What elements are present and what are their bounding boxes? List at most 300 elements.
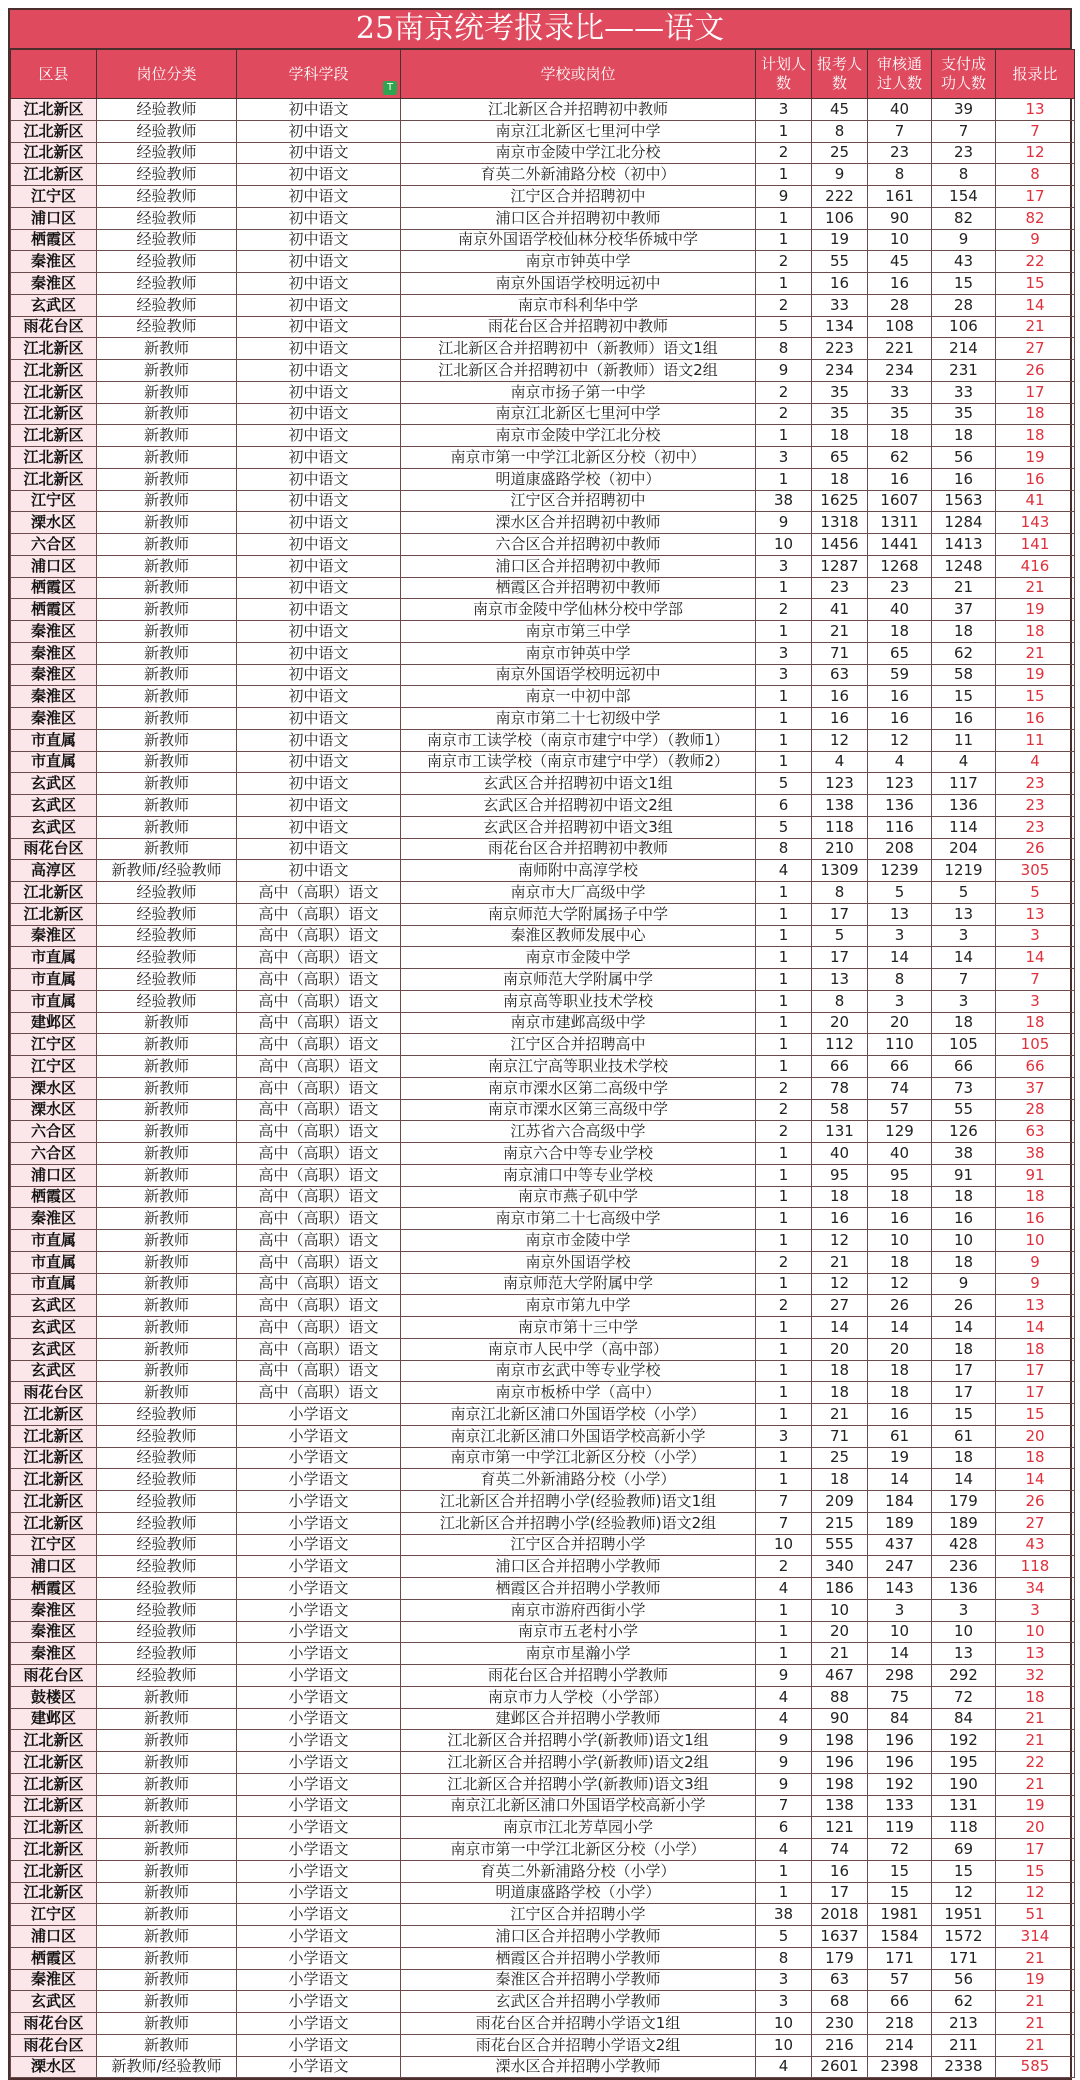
applicants-cell: 18: [812, 1186, 868, 1208]
applicants-cell: 35: [812, 381, 868, 403]
header-district: 区县: [11, 50, 97, 99]
approved-cell: 23: [868, 577, 932, 599]
approved-cell: 1607: [868, 490, 932, 512]
plan-cell: 9: [756, 1773, 812, 1795]
approved-cell: 1584: [868, 1926, 932, 1948]
district-cell: 秦淮区: [11, 1621, 97, 1643]
plan-cell: 5: [756, 773, 812, 795]
subject-cell: 高中（高职）语文: [237, 1099, 401, 1121]
ratio-cell: 27: [996, 338, 1075, 360]
table-row: [11, 164, 1075, 186]
plan-cell: 8: [756, 1947, 812, 1969]
paid-cell: 190: [932, 1773, 996, 1795]
ratio-cell: 105: [996, 1034, 1075, 1056]
category-cell: 新教师: [97, 425, 237, 447]
table-row: [11, 1404, 1075, 1426]
district-cell: 江北新区: [11, 1795, 97, 1817]
paid-cell: 189: [932, 1512, 996, 1534]
school-cell: 南京市第一中学江北新区分校（小学）: [401, 1447, 756, 1469]
applicants-cell: 4: [812, 751, 868, 773]
plan-cell: 2: [756, 1556, 812, 1578]
table-row: [11, 447, 1075, 469]
school-cell: 南京江北新区浦口外国语学校高新小学: [401, 1425, 756, 1447]
school-cell: 南京外国语学校明远初中: [401, 664, 756, 686]
school-cell: 南京市金陵中学仙林分校中学部: [401, 599, 756, 621]
plan-cell: 2: [756, 1077, 812, 1099]
paid-cell: 62: [932, 642, 996, 664]
plan-cell: 1: [756, 1273, 812, 1295]
ratio-cell: 15: [996, 1404, 1075, 1426]
header-approved: 审核通过人数: [868, 50, 932, 99]
subject-cell: 初中语文: [237, 447, 401, 469]
approved-cell: 62: [868, 447, 932, 469]
applicants-cell: 68: [812, 1991, 868, 2013]
paid-cell: 10: [932, 1621, 996, 1643]
paid-cell: 58: [932, 664, 996, 686]
table-row: [11, 1317, 1075, 1339]
subject-cell: 高中（高职）语文: [237, 1317, 401, 1339]
table-row: [11, 1599, 1075, 1621]
paid-cell: 1572: [932, 1926, 996, 1948]
paid-cell: 56: [932, 447, 996, 469]
school-cell: 栖霞区合并招聘初中教师: [401, 577, 756, 599]
table-row: [11, 316, 1075, 338]
district-cell: 建邺区: [11, 1012, 97, 1034]
ratio-cell: 3: [996, 1599, 1075, 1621]
table-row: [11, 1643, 1075, 1665]
subject-cell: 高中（高职）语文: [237, 1143, 401, 1165]
ratio-cell: 314: [996, 1926, 1075, 1948]
school-cell: 明道康盛路学校（初中）: [401, 468, 756, 490]
school-cell: 南京市燕子矶中学: [401, 1186, 756, 1208]
header-applicants: 报考人数: [812, 50, 868, 99]
paid-cell: 204: [932, 838, 996, 860]
ratio-cell: 18: [996, 425, 1075, 447]
applicants-cell: 16: [812, 708, 868, 730]
school-cell: 南京市玄武中等专业学校: [401, 1360, 756, 1382]
plan-cell: 1: [756, 425, 812, 447]
approved-cell: 123: [868, 773, 932, 795]
school-cell: 六合区合并招聘初中教师: [401, 534, 756, 556]
applicants-cell: 198: [812, 1773, 868, 1795]
paid-cell: 231: [932, 360, 996, 382]
school-cell: 南京市人民中学（高中部）: [401, 1338, 756, 1360]
ratio-cell: 9: [996, 229, 1075, 251]
school-cell: 南京市钟英中学: [401, 251, 756, 273]
school-cell: 南京市工读学校（南京市建宁中学）（教师1）: [401, 729, 756, 751]
district-cell: 浦口区: [11, 555, 97, 577]
paid-cell: 292: [932, 1665, 996, 1687]
filter-icon[interactable]: T: [383, 81, 397, 95]
category-cell: 新教师: [97, 1904, 237, 1926]
applicants-cell: 2018: [812, 1904, 868, 1926]
subject-cell: 小学语文: [237, 1425, 401, 1447]
subject-cell: 小学语文: [237, 1469, 401, 1491]
subject-cell: 初中语文: [237, 229, 401, 251]
district-cell: 浦口区: [11, 207, 97, 229]
paid-cell: 26: [932, 1295, 996, 1317]
plan-cell: 2: [756, 142, 812, 164]
school-cell: 南京市江北芳草园小学: [401, 1817, 756, 1839]
subject-cell: 初中语文: [237, 751, 401, 773]
category-cell: 新教师: [97, 751, 237, 773]
paid-cell: 195: [932, 1752, 996, 1774]
paid-cell: 9: [932, 1273, 996, 1295]
paid-cell: 69: [932, 1839, 996, 1861]
table-row: [11, 795, 1075, 817]
school-cell: 南京市第九中学: [401, 1295, 756, 1317]
table-row: [11, 1534, 1075, 1556]
paid-cell: 18: [932, 1338, 996, 1360]
plan-cell: 3: [756, 1991, 812, 2013]
ratio-cell: 23: [996, 816, 1075, 838]
district-cell: 秦淮区: [11, 1208, 97, 1230]
ratio-cell: 17: [996, 1360, 1075, 1382]
school-cell: 江北新区合并招聘初中（新教师）语文2组: [401, 360, 756, 382]
district-cell: 溧水区: [11, 1077, 97, 1099]
subject-cell: 小学语文: [237, 1773, 401, 1795]
school-cell: 秦淮区教师发展中心: [401, 925, 756, 947]
table-row: [11, 381, 1075, 403]
applicants-cell: 17: [812, 903, 868, 925]
ratio-cell: 7: [996, 969, 1075, 991]
paid-cell: 39: [932, 99, 996, 121]
category-cell: 经验教师: [97, 207, 237, 229]
applicants-cell: 131: [812, 1121, 868, 1143]
table-row: [11, 120, 1075, 142]
school-cell: 南京市大厂高级中学: [401, 882, 756, 904]
school-cell: 南京师范大学附属中学: [401, 969, 756, 991]
category-cell: 经验教师: [97, 164, 237, 186]
paid-cell: 1248: [932, 555, 996, 577]
school-cell: 南京市扬子第一中学: [401, 381, 756, 403]
district-cell: 秦淮区: [11, 642, 97, 664]
applicants-cell: 134: [812, 316, 868, 338]
district-cell: 栖霞区: [11, 1578, 97, 1600]
district-cell: 江北新区: [11, 447, 97, 469]
applicants-cell: 18: [812, 1382, 868, 1404]
applicants-cell: 8: [812, 990, 868, 1012]
district-cell: 秦淮区: [11, 621, 97, 643]
approved-cell: 84: [868, 1708, 932, 1730]
district-cell: 高淳区: [11, 860, 97, 882]
table-row: [11, 1099, 1075, 1121]
ratio-cell: 9: [996, 1273, 1075, 1295]
applicants-cell: 215: [812, 1512, 868, 1534]
approved-cell: 14: [868, 1317, 932, 1339]
applicants-cell: 35: [812, 403, 868, 425]
applicants-cell: 45: [812, 99, 868, 121]
applicants-cell: 123: [812, 773, 868, 795]
category-cell: 新教师: [97, 1708, 237, 1730]
applicants-cell: 223: [812, 338, 868, 360]
applicants-cell: 1637: [812, 1926, 868, 1948]
subject-cell: 小学语文: [237, 1991, 401, 2013]
plan-cell: 10: [756, 2013, 812, 2035]
district-cell: 雨花台区: [11, 2013, 97, 2035]
approved-cell: 1311: [868, 512, 932, 534]
table-row: [11, 273, 1075, 295]
approved-cell: 184: [868, 1491, 932, 1513]
district-cell: 鼓楼区: [11, 1686, 97, 1708]
district-cell: 江宁区: [11, 186, 97, 208]
ratio-cell: 13: [996, 903, 1075, 925]
category-cell: 新教师: [97, 1686, 237, 1708]
applicants-cell: 16: [812, 1860, 868, 1882]
plan-cell: 2: [756, 294, 812, 316]
paid-cell: 114: [932, 816, 996, 838]
district-cell: 秦淮区: [11, 1643, 97, 1665]
ratio-cell: 17: [996, 1382, 1075, 1404]
plan-cell: 1: [756, 1643, 812, 1665]
plan-cell: 5: [756, 1926, 812, 1948]
district-cell: 江北新区: [11, 882, 97, 904]
approved-cell: 14: [868, 1469, 932, 1491]
plan-cell: 2: [756, 599, 812, 621]
table-row: [11, 1382, 1075, 1404]
ratio-cell: 15: [996, 686, 1075, 708]
approved-cell: 108: [868, 316, 932, 338]
approved-cell: 7: [868, 120, 932, 142]
ratio-cell: 3: [996, 925, 1075, 947]
ratio-cell: 66: [996, 1056, 1075, 1078]
approved-cell: 19: [868, 1447, 932, 1469]
subject-cell: 高中（高职）语文: [237, 1034, 401, 1056]
subject-cell: 小学语文: [237, 2056, 401, 2078]
applicants-cell: 8: [812, 882, 868, 904]
district-cell: 雨花台区: [11, 2034, 97, 2056]
ratio-cell: 16: [996, 708, 1075, 730]
table-row: [11, 1839, 1075, 1861]
district-cell: 秦淮区: [11, 1969, 97, 1991]
applicants-cell: 467: [812, 1665, 868, 1687]
subject-cell: 初中语文: [237, 729, 401, 751]
applicants-cell: 88: [812, 1686, 868, 1708]
subject-cell: 小学语文: [237, 1904, 401, 1926]
paid-cell: 12: [932, 1882, 996, 1904]
school-cell: 雨花台区合并招聘小学语文1组: [401, 2013, 756, 2035]
ratio-cell: 18: [996, 1338, 1075, 1360]
school-cell: 浦口区合并招聘小学教师: [401, 1556, 756, 1578]
approved-cell: 5: [868, 882, 932, 904]
school-cell: 南京市第二十七初级中学: [401, 708, 756, 730]
applicants-cell: 112: [812, 1034, 868, 1056]
district-cell: 江北新区: [11, 1425, 97, 1447]
paid-cell: 154: [932, 186, 996, 208]
applicants-cell: 71: [812, 642, 868, 664]
category-cell: 新教师: [97, 1012, 237, 1034]
category-cell: 经验教师: [97, 1491, 237, 1513]
ratio-cell: 118: [996, 1556, 1075, 1578]
ratio-cell: 21: [996, 2034, 1075, 2056]
plan-cell: 9: [756, 186, 812, 208]
paid-cell: 91: [932, 1164, 996, 1186]
plan-cell: 38: [756, 1904, 812, 1926]
school-cell: 江北新区合并招聘小学(经验教师)语文2组: [401, 1512, 756, 1534]
paid-cell: 1284: [932, 512, 996, 534]
table-row: [11, 577, 1075, 599]
school-cell: 南京市第三中学: [401, 621, 756, 643]
table-row: [11, 642, 1075, 664]
district-cell: 玄武区: [11, 773, 97, 795]
plan-cell: 3: [756, 1969, 812, 1991]
approved-cell: 2398: [868, 2056, 932, 2078]
table-row: [11, 99, 1075, 121]
district-cell: 江北新区: [11, 468, 97, 490]
paid-cell: 214: [932, 338, 996, 360]
school-cell: 雨花台区合并招聘小学教师: [401, 1665, 756, 1687]
plan-cell: 1: [756, 1382, 812, 1404]
school-cell: 南京师范大学附属扬子中学: [401, 903, 756, 925]
ratio-cell: 17: [996, 186, 1075, 208]
plan-cell: 1: [756, 1208, 812, 1230]
subject-cell: 小学语文: [237, 1621, 401, 1643]
table-row: [11, 1991, 1075, 2013]
ratio-cell: 10: [996, 1621, 1075, 1643]
applicants-cell: 16: [812, 273, 868, 295]
applicants-cell: 78: [812, 1077, 868, 1099]
paid-cell: 117: [932, 773, 996, 795]
ratio-cell: 23: [996, 795, 1075, 817]
school-cell: 江北新区合并招聘小学(经验教师)语文1组: [401, 1491, 756, 1513]
paid-cell: 33: [932, 381, 996, 403]
applicants-cell: 12: [812, 1230, 868, 1252]
table-row: [11, 816, 1075, 838]
category-cell: 新教师: [97, 1991, 237, 2013]
school-cell: 南京一中初中部: [401, 686, 756, 708]
paid-cell: 106: [932, 316, 996, 338]
approved-cell: 110: [868, 1034, 932, 1056]
category-cell: 新教师: [97, 1273, 237, 1295]
subject-cell: 小学语文: [237, 2013, 401, 2035]
school-cell: 南京江北新区浦口外国语学校（小学）: [401, 1404, 756, 1426]
ratio-cell: 21: [996, 1730, 1075, 1752]
paid-cell: 16: [932, 1208, 996, 1230]
subject-cell: 初中语文: [237, 186, 401, 208]
approved-cell: 1981: [868, 1904, 932, 1926]
subject-cell: 高中（高职）语文: [237, 1208, 401, 1230]
paid-cell: 73: [932, 1077, 996, 1099]
school-cell: 南京浦口中等专业学校: [401, 1164, 756, 1186]
paid-cell: 7: [932, 969, 996, 991]
subject-cell: 高中（高职）语文: [237, 1251, 401, 1273]
plan-cell: 1: [756, 468, 812, 490]
subject-cell: 小学语文: [237, 1795, 401, 1817]
subject-cell: 初中语文: [237, 686, 401, 708]
paid-cell: 18: [932, 621, 996, 643]
applicants-cell: 12: [812, 729, 868, 751]
district-cell: 江北新区: [11, 164, 97, 186]
table-row: [11, 1056, 1075, 1078]
header-subject-level-label: 学科学段: [288, 64, 349, 83]
district-cell: 江北新区: [11, 1773, 97, 1795]
approved-cell: 12: [868, 729, 932, 751]
district-cell: 江北新区: [11, 425, 97, 447]
plan-cell: 10: [756, 2034, 812, 2056]
paid-cell: 4: [932, 751, 996, 773]
district-cell: 江北新区: [11, 403, 97, 425]
approved-cell: 74: [868, 1077, 932, 1099]
category-cell: 新教师: [97, 1773, 237, 1795]
approved-cell: 33: [868, 381, 932, 403]
school-cell: 浦口区合并招聘初中教师: [401, 207, 756, 229]
table-row: [11, 882, 1075, 904]
school-cell: 江北新区合并招聘初中（新教师）语文1组: [401, 338, 756, 360]
table-row: [11, 1143, 1075, 1165]
plan-cell: 2: [756, 1121, 812, 1143]
applicants-cell: 20: [812, 1012, 868, 1034]
subject-cell: 小学语文: [237, 1447, 401, 1469]
school-cell: 南京市溧水区第三高级中学: [401, 1099, 756, 1121]
table-row: [11, 186, 1075, 208]
district-cell: 栖霞区: [11, 577, 97, 599]
district-cell: 栖霞区: [11, 229, 97, 251]
table-row: [11, 1164, 1075, 1186]
table-row: [11, 1338, 1075, 1360]
ratio-cell: 14: [996, 1469, 1075, 1491]
table-row: [11, 1860, 1075, 1882]
table-row: [11, 1012, 1075, 1034]
approved-cell: 119: [868, 1817, 932, 1839]
school-cell: 南京外国语学校明远初中: [401, 273, 756, 295]
school-cell: 育英二外新浦路分校（初中）: [401, 164, 756, 186]
district-cell: 六合区: [11, 1121, 97, 1143]
table-row: [11, 1686, 1075, 1708]
approved-cell: 61: [868, 1425, 932, 1447]
subject-cell: 高中（高职）语文: [237, 1012, 401, 1034]
district-cell: 秦淮区: [11, 1599, 97, 1621]
ratio-cell: 18: [996, 1012, 1075, 1034]
ratio-cell: 5: [996, 882, 1075, 904]
table-row: [11, 664, 1075, 686]
paid-cell: 118: [932, 1817, 996, 1839]
table-row: [11, 403, 1075, 425]
approved-cell: 20: [868, 1338, 932, 1360]
plan-cell: 3: [756, 447, 812, 469]
district-cell: 玄武区: [11, 1338, 97, 1360]
paid-cell: 136: [932, 1578, 996, 1600]
ratio-cell: 20: [996, 1817, 1075, 1839]
applicants-cell: 18: [812, 468, 868, 490]
applicants-cell: 63: [812, 1969, 868, 1991]
school-cell: 南京市星瀚小学: [401, 1643, 756, 1665]
table-row: [11, 1251, 1075, 1273]
approved-cell: 1441: [868, 534, 932, 556]
category-cell: 新教师: [97, 1860, 237, 1882]
applicants-cell: 210: [812, 838, 868, 860]
district-cell: 玄武区: [11, 1360, 97, 1382]
paid-cell: 18: [932, 1447, 996, 1469]
school-cell: 南京市溧水区第二高级中学: [401, 1077, 756, 1099]
paid-cell: 18: [932, 1251, 996, 1273]
category-cell: 经验教师: [97, 294, 237, 316]
paid-cell: 18: [932, 1012, 996, 1034]
paid-cell: 236: [932, 1556, 996, 1578]
plan-cell: 10: [756, 534, 812, 556]
subject-cell: 初中语文: [237, 142, 401, 164]
category-cell: 经验教师: [97, 925, 237, 947]
school-cell: 南京市第十三中学: [401, 1317, 756, 1339]
plan-cell: 7: [756, 1512, 812, 1534]
category-cell: 经验教师: [97, 903, 237, 925]
category-cell: 经验教师: [97, 1512, 237, 1534]
ratio-cell: 141: [996, 534, 1075, 556]
district-cell: 玄武区: [11, 1317, 97, 1339]
subject-cell: 初中语文: [237, 425, 401, 447]
applicants-cell: 41: [812, 599, 868, 621]
category-cell: 经验教师: [97, 229, 237, 251]
plan-cell: 6: [756, 795, 812, 817]
